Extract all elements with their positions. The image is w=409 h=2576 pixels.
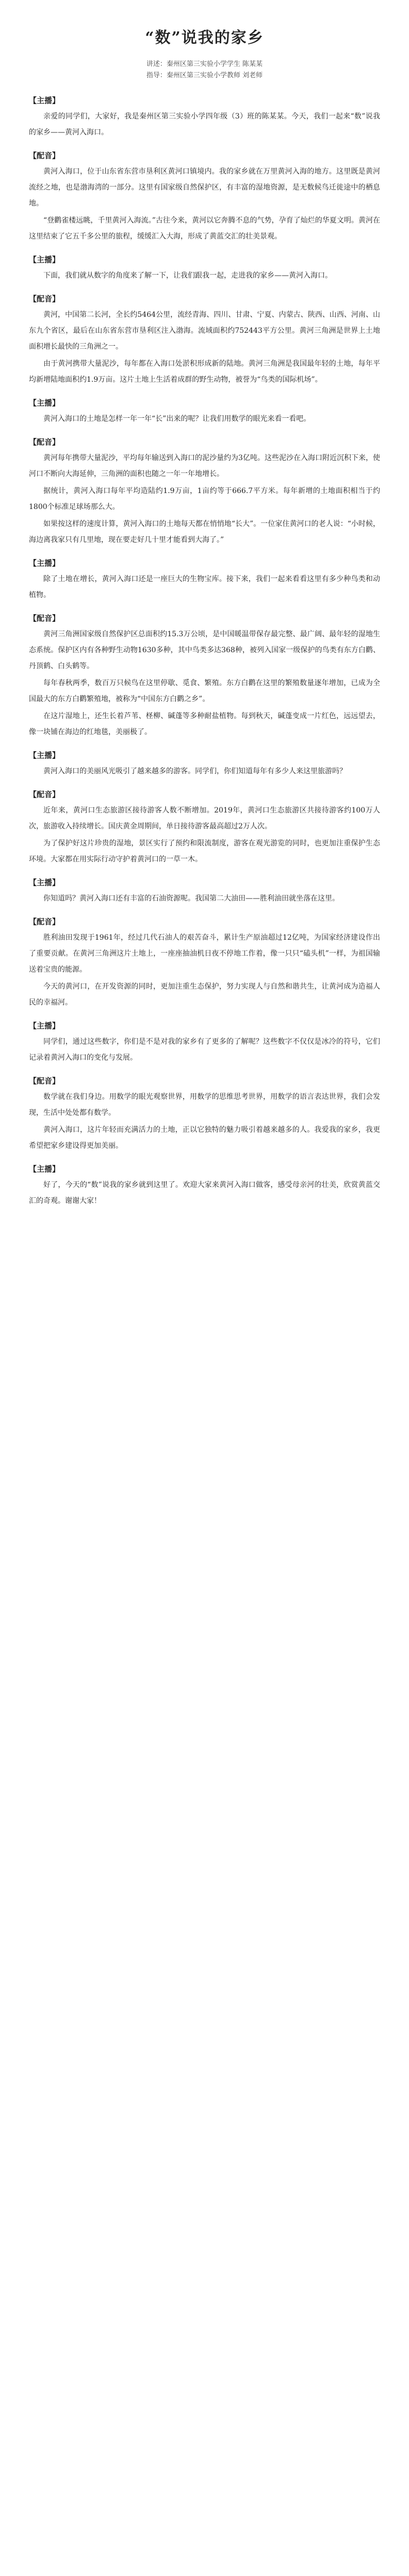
advisor-line: 指导：秦州区第三实验小学教师 刘老师 <box>146 72 263 79</box>
paragraph: “登鹳雀楼远眺，千里黄河入海流。”古往今来，黄河以它奔腾不息的气势，孕育了灿烂的华夏文明。黄河在这里结束了它五千多公里的旅程，缓缓汇入大海，形成了黄蓝交汇的壮美景观。 <box>29 216 380 241</box>
narrator-line: 讲述：秦州区第三实验小学学生 陈某某 <box>146 60 263 68</box>
paragraph: 数学就在我们身边。用数学的眼光观察世界，用数学的思维思考世界，用数学的语言表达世界，我们会发现，生活中处处都有数学。 <box>29 1093 380 1117</box>
paragraph: 黄河入海口，位于山东省东营市垦利区黄河口镇境内。我的家乡就在万里黄河入海的地方。这里既是黄河流经之地，也是渤海湾的一部分。这里有国家级自然保护区，有丰富的湿地资源，是无数候鸟迁徙途中的栖息地。 <box>29 167 380 208</box>
section-label: 【配音】 <box>29 437 60 447</box>
paragraph: 黄河入海口的土地是怎样一年一年“长”出来的呢？让我们用数学的眼光来看一看吧。 <box>43 415 311 423</box>
section-label: 【配音】 <box>29 790 60 799</box>
paragraph: 近年来，黄河口生态旅游区接待游客人数不断增加。2019年，黄河口生态旅游区共接待游客约100万人次，旅游收入持续增长。国庆黄金周期间，单日接待游客最高超过2万人次。 <box>29 806 380 831</box>
paragraph: 每年春秋两季，数百万只候鸟在这里停歇、觅食、繁殖。东方白鹳在这里的繁殖数量逐年增加，已成为全国最大的东方白鹳繁殖地，被称为“中国东方白鹳之乡”。 <box>29 679 380 703</box>
paragraph: 黄河入海口的美丽风光吸引了越来越多的游客。同学们，你们知道每年有多少人来这里旅游吗？ <box>43 767 347 775</box>
section-label: 【主播】 <box>29 398 60 408</box>
paragraph: 黄河三角洲国家级自然保护区总面积约15.3万公顷，是中国暖温带保存最完整、最广阔、最年轻的湿地生态系统。保护区内有各种野生动物1630多种，其中鸟类多达368种，被列入国家一级保护的鸟类有东方白鹳、丹顶鹤、白头鹤等。 <box>29 630 380 670</box>
paragraph: 据统计，黄河入海口每年平均造陆约1.9万亩，1亩约等于666.7平方米。每年新增的土地面积相当于约1800个标准足球场那么大。 <box>29 487 380 511</box>
section-label: 【配音】 <box>29 917 60 926</box>
section-label: 【主播】 <box>29 878 60 887</box>
paragraph: 亲爱的同学们，大家好，我是秦州区第三实验小学四年级（3）班的陈某某。今天，我们一起来“数”说我的家乡——黄河入海口。 <box>29 112 380 137</box>
section-label: 【主播】 <box>29 558 60 568</box>
paragraph: 黄河每年携带大量泥沙，平均每年输送到入海口的泥沙量约为3亿吨。这些泥沙在入海口附近沉积下来，使河口不断向大海延伸，三角洲的面积也随之一年一年地增长。 <box>29 454 380 478</box>
paragraph: 胜利油田发现于1961年，经过几代石油人的艰苦奋斗，累计生产原油超过12亿吨，为国家经济建设作出了重要贡献。在黄河三角洲这片土地上，一座座抽油机日夜不停地工作着，像一只只“磕头机”一样，为祖国输送着宝贵的能源。 <box>29 934 380 974</box>
document-page <box>0 0 409 1231</box>
section-label: 【配音】 <box>29 1076 60 1086</box>
paragraph: 如果按这样的速度计算，黄河入海口的土地每天都在悄悄地“长大”。一位家住黄河口的老人说：“小时候，海边离我家只有几里地，现在要走好几十里才能看到大海了。” <box>29 520 380 544</box>
section-label: 【配音】 <box>29 614 60 623</box>
paragraph: 下面，我们就从数字的角度来了解一下，让我们跟我一起，走进我的家乡——黄河入海口。 <box>43 272 332 280</box>
document-body <box>29 95 380 1209</box>
document-meta <box>29 59 380 81</box>
section-label: 【配音】 <box>29 294 60 303</box>
section-label: 【主播】 <box>29 255 60 264</box>
section-label: 【主播】 <box>29 1021 60 1030</box>
paragraph: 同学们，通过这些数字，你们是不是对我的家乡有了更多的了解呢？这些数字不仅仅是冰冷的符号，它们记录着黄河入海口的变化与发展。 <box>29 1038 380 1062</box>
paragraph: 黄河入海口，这片年轻而充满活力的土地，正以它独特的魅力吸引着越来越多的人。我爱我的家乡，我更希望把家乡建设得更加美丽。 <box>29 1126 380 1150</box>
paragraph: 为了保护好这片珍贵的湿地，景区实行了预约和限流制度，游客在观光游览的同时，也更加注重保护生态环境。大家都在用实际行动守护着黄河口的一草一木。 <box>29 839 380 863</box>
section-label: 【主播】 <box>29 96 60 105</box>
document-title: “数”说我的家乡 <box>145 29 264 47</box>
section-label: 【主播】 <box>29 751 60 760</box>
paragraph: 黄河，中国第二长河，全长约5464公里，流经青海、四川、甘肃、宁夏、内蒙古、陕西、山西、河南、山东九个省区，最后在山东省东营市垦利区注入渤海。流域面积约752443平方公里。黄河三角洲是世界上土地面积增长最快的三角洲之一。 <box>29 311 380 351</box>
paragraph: 在这片湿地上，还生长着芦苇、柽柳、碱蓬等多种耐盐植物。每到秋天，碱蓬变成一片红色，远远望去，像一块铺在海边的红地毯，美丽极了。 <box>29 712 380 736</box>
paragraph: 你知道吗？黄河入海口还有丰富的石油资源呢。我国第二大油田——胜利油田就坐落在这里。 <box>43 894 339 903</box>
paragraph: 由于黄河携带大量泥沙，每年都在入海口处淤积形成新的陆地。黄河三角洲是我国最年轻的土地，每年平均新增陆地面积约1.9万亩。这片土地上生活着成群的野生动物，被誉为“鸟类的国际机场”。 <box>29 360 380 384</box>
paragraph: 好了，今天的“数”说我的家乡就到这里了。欢迎大家来黄河入海口做客，感受母亲河的壮美，欣赏黄蓝交汇的奇观。谢谢大家！ <box>29 1181 380 1205</box>
paragraph: 今天的黄河口，在开发资源的同时，更加注重生态保护，努力实现人与自然和谐共生，让黄河成为造福人民的幸福河。 <box>29 982 380 1007</box>
section-label: 【主播】 <box>29 1164 60 1174</box>
paragraph: 除了土地在增长，黄河入海口还是一座巨大的生物宝库。接下来，我们一起来看看这里有多少种鸟类和动植物。 <box>29 575 380 599</box>
section-label: 【配音】 <box>29 151 60 160</box>
